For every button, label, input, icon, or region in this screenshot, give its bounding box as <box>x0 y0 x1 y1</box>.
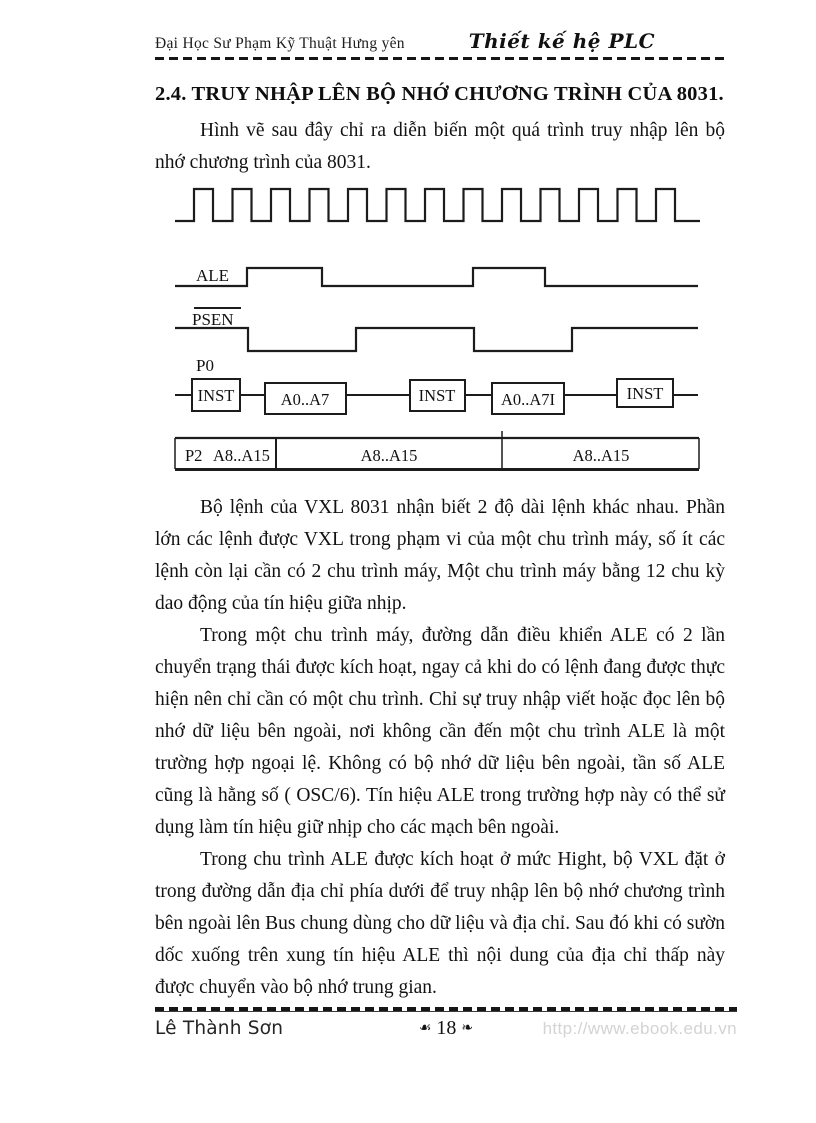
header-divider <box>155 57 725 60</box>
psen-label: PSEN <box>192 310 234 329</box>
page-number-block <box>419 1017 473 1040</box>
footer-author: Lê Thành Sơn <box>155 1018 284 1039</box>
p0-box-label: INST <box>626 384 664 403</box>
page-number: 18 <box>436 1017 457 1039</box>
page-header <box>155 0 725 53</box>
p2-cell-label: A8..A15 <box>213 446 270 465</box>
intro-paragraph: Hình vẽ sau đây chỉ ra diễn biến một quá trình truy nhập lên bộ nhớ chương trình của 8031. <box>155 120 725 173</box>
psen-waveform <box>175 328 698 351</box>
clock-waveform <box>175 189 700 221</box>
p0-box-label: A0..A7I <box>500 390 556 409</box>
p2-cell-label: A8..A15 <box>360 446 418 465</box>
p0-box-addr-1 <box>265 383 346 414</box>
ale-label: ALE <box>196 266 230 285</box>
ale-waveform <box>175 268 698 286</box>
body-paragraph: Trong chu trình ALE được kích hoạt ở mức Hight, bộ VXL đặt ở trong đường dẫn địa chỉ phía dưới để truy nhập lên bộ nhớ chương trình bên ngoài lên Bus chung dùng cho dữ liệu và địa chỉ. Sau đó khi có sườn dốc xuống trên xung tín hiệu ALE thì nội dung của địa chỉ thấp này được chuyển vào bộ nhớ trung gian. <box>155 849 725 998</box>
p0-label: P0 <box>196 356 214 375</box>
header-institution: Đại Học Sư Phạm Kỹ Thuật Hưng yên <box>155 35 405 52</box>
p0-box-label: INST <box>418 386 456 405</box>
header-doc-title: Thiết kế hệ PLC <box>468 29 655 53</box>
p2-cell-label: A8..A15 <box>572 446 630 465</box>
footer-divider <box>155 1007 737 1012</box>
section-title: 2.4. TRUY NHẬP LÊN BỘ NHỚ CHƯƠNG TRÌNH CỦA 8031. <box>155 83 724 105</box>
footer-watermark: http://www.ebook.edu.vn <box>542 1019 738 1038</box>
p0-box-label: A0..A7 <box>280 390 330 409</box>
ornament-left-icon: ☙ <box>418 1021 432 1036</box>
p0-box-inst-1 <box>192 379 240 411</box>
p0-box-addr-2 <box>492 383 564 414</box>
page-footer <box>155 1007 737 1040</box>
p0-box-label: INST <box>197 386 235 405</box>
timing-diagram <box>155 181 725 477</box>
body-paragraph: Trong một chu trình máy, đường dẫn điều khiển ALE có 2 lần chuyển trạng thái được kích hoạt, ngay cả khi do có lệnh đang được thực hiện nên chỉ cần có một chu trình. Chỉ sự truy nhập viết hoặc đọc lên bộ nhớ dữ liệu bên ngoài, nơi không cần đến một chu trình ALE là một trường hợp ngoại lệ. Không có bộ nhớ dữ liệu bên ngoài, tần số ALE cũng là hằng số ( OSC/6). Tín hiệu ALE trong trường hợp này có thể sử dụng làm tín hiệu giữ nhịp cho các mạch bên ngoài. <box>155 625 725 838</box>
p2-bus-row <box>175 431 699 470</box>
ornament-right-icon: ❧ <box>461 1021 474 1036</box>
body-paragraph: Bộ lệnh của VXL 8031 nhận biết 2 độ dài lệnh khác nhau. Phần lớn các lệnh được VXL trong phạm vi của một chu trình máy, số ít các lệnh còn lại cần có 2 chu trình máy, Một chu trình máy bằng 12 chu kỳ dao động của tín hiệu giữa nhịp. <box>155 497 725 614</box>
footer-row <box>155 1017 737 1040</box>
page-content <box>155 0 725 1004</box>
p0-box-inst-2 <box>410 380 465 411</box>
p2-label: P2 <box>185 446 203 465</box>
p0-box-inst-3 <box>617 379 673 407</box>
